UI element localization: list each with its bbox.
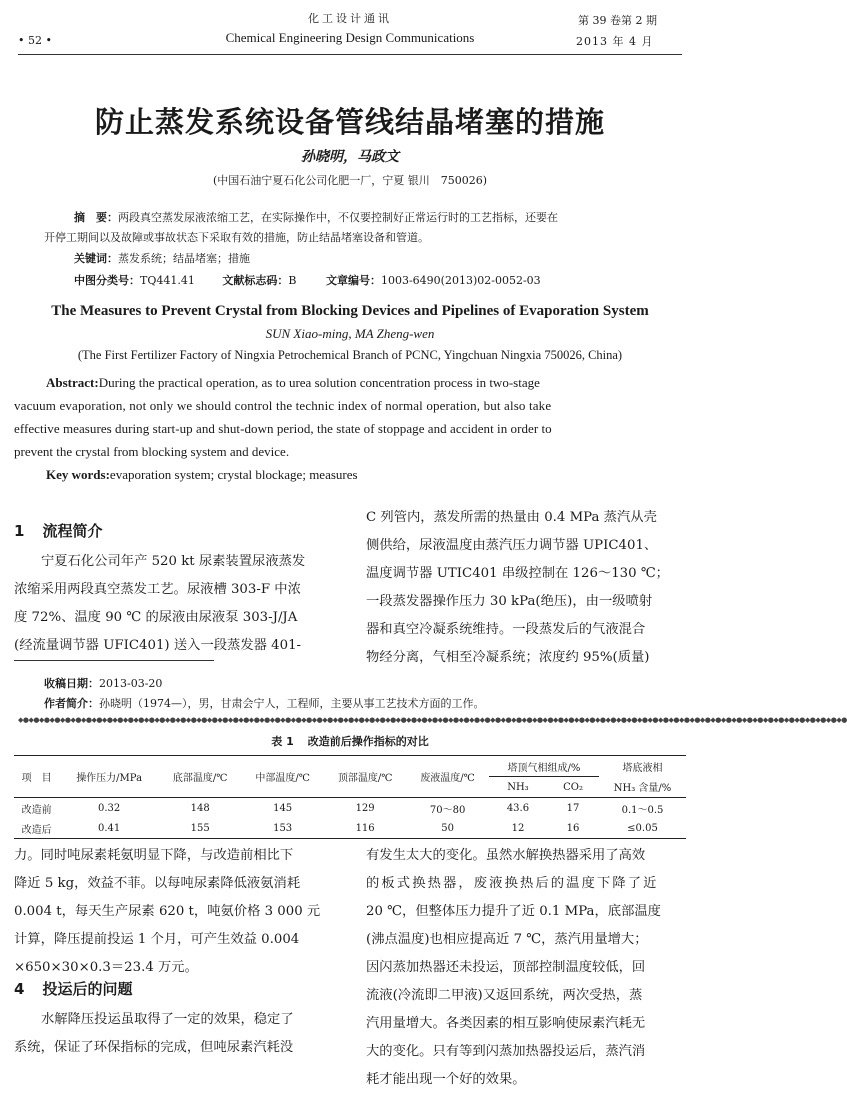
authors-en: SUN Xiao-ming, MA Zheng-wen bbox=[265, 326, 435, 341]
lower-left-line-2: 降近 5 kg，效益不菲。以每吨尿素降低液氨消耗 bbox=[14, 876, 301, 891]
article-no-value: 1003-6490(2013)02-0052-03 bbox=[380, 274, 541, 287]
section-4-heading bbox=[14, 978, 132, 999]
abstract-cn-line-1: 两段真空蒸发尿液浓缩工艺，在实际操作中，不仅要控制好正常运行时的工艺指标，还要在 bbox=[118, 211, 558, 224]
lower-right-line-5: 因闪蒸加热器还未投运，顶部控制温度较低，回 bbox=[366, 960, 646, 975]
abstract-cn-line-2: 开停工期间以及故障或事故状态下采取有效的措施，防止结晶堵塞设备和管道。 bbox=[44, 231, 429, 244]
table-cell: 155 bbox=[190, 822, 210, 834]
th-gas-composition: 塔顶气相组成/% bbox=[489, 756, 599, 777]
abstract-en-line-2: vacuum evaporation, not only we should control the technic index of normal operation, but also take bbox=[14, 398, 552, 413]
abstract-en-label: Abstract: bbox=[46, 375, 99, 390]
doc-code-value: B bbox=[288, 274, 297, 287]
keywords-label: 关键词： bbox=[74, 252, 118, 265]
s1-right-line-2: 侧供给，尿液温度由蒸汽压力调节器 UPIC401、 bbox=[366, 538, 658, 553]
s4-line-1: 水解降压投运虽取得了一定的效果，稳定了 bbox=[41, 1012, 294, 1027]
journal-title-en: Chemical Engineering Design Communications bbox=[225, 30, 475, 45]
keywords-cn bbox=[74, 250, 250, 266]
th-liquid: 塔底液相 bbox=[622, 762, 663, 774]
table-caption-text: 改造前后操作指标的对比 bbox=[307, 735, 429, 748]
section-1-heading bbox=[14, 520, 102, 541]
lower-right-line-7: 汽用量增大。各类因素的相互影响使尿素汽耗无 bbox=[366, 1016, 646, 1031]
th-waste-temp: 废液温度/℃ bbox=[406, 756, 488, 798]
s1-left-line-4: (经流量调节器 UFIC401) 送入一段蒸发器 401- bbox=[14, 638, 302, 653]
abstract-en-line-1: During the practical operation, as to urea solution concentration process in two-stage bbox=[98, 375, 540, 390]
abstract-en bbox=[14, 371, 686, 486]
received-label: 收稿日期： bbox=[44, 677, 99, 690]
issue-date: 2013 年 4 月 bbox=[576, 35, 654, 48]
lower-left-line-4: 计算，降压提前投运 1 个月，可产生效益 0.004 bbox=[14, 932, 300, 947]
abstract-cn bbox=[44, 207, 684, 228]
author-bio-label: 作者简介： bbox=[44, 697, 99, 710]
lower-right-line-2: 的板式换热器，废液换热后的温度下降了近 bbox=[366, 876, 659, 891]
table-cell: 70～80 bbox=[429, 804, 466, 816]
section-1-title: 流程简介 bbox=[42, 522, 103, 540]
table-cell: 16 bbox=[566, 822, 580, 834]
section-4-number: 4 bbox=[14, 980, 25, 998]
comparison-table bbox=[14, 755, 686, 839]
article-title-cn: 防止蒸发系统设备管线结晶堵塞的措施 bbox=[94, 105, 605, 139]
author-bio: 孙晓明（1974—），男，甘肃会宁人，工程师，主要从事工艺技术方面的工作。 bbox=[99, 697, 485, 710]
clc-value: TQ441.41 bbox=[140, 274, 195, 287]
section-4-text bbox=[14, 1006, 336, 1062]
table-cell: 改造后 bbox=[21, 824, 52, 836]
ornamental-separator: ◆●◆●◆●◆●◆●◆●◆●◆●◆●◆●◆●◆●◆●◆●◆●◆●◆●◆●◆●◆●◆●◆●◆●◆●◆●◆●◆●◆●◆●◆●◆●◆●◆●◆●◆●◆●◆●◆●◆●◆●◆●◆●◆●◆●◆●◆●◆●◆●◆●◆●◆●◆●◆●◆●◆●◆●◆●◆●◆●◆●◆●◆●◆●◆●◆●◆●◆●◆●◆●◆●◆●◆●◆●◆●◆●◆●◆●◆●◆● bbox=[18, 716, 847, 724]
s1-left-line-2: 浓缩采用两段真空蒸发工艺。尿液槽 303-F 中浓 bbox=[14, 582, 301, 597]
lower-left-text bbox=[14, 842, 336, 982]
lower-right-line-6: 流液(冷流即二甲液)又返回系统，两次受热，蒸 bbox=[366, 988, 643, 1003]
th-bottom-temp: 底部温度/℃ bbox=[159, 756, 241, 798]
table-cell: 50 bbox=[441, 822, 454, 834]
th-top-temp: 顶部温度/℃ bbox=[324, 756, 406, 798]
s1-right-line-6: 物经分离，气相至冷凝系统；浓度约 95%(质量) bbox=[366, 650, 650, 665]
s1-right-line-1: C 列管内，蒸发所需的热量由 0.4 MPa 蒸汽从壳 bbox=[366, 510, 657, 525]
lower-right-line-1: 有发生太大的变化。虽然水解换热器采用了高效 bbox=[366, 848, 646, 863]
table-caption bbox=[0, 733, 700, 749]
table-cell: 0.41 bbox=[97, 822, 121, 834]
lower-right-line-8: 大的变化。只有等到闪蒸加热器投运后，蒸汽消 bbox=[366, 1044, 646, 1059]
doc-code-label: 文献标志码： bbox=[222, 274, 289, 287]
s1-right-line-3: 温度调节器 UTIC401 串级控制在 126～130 ℃； bbox=[366, 566, 669, 581]
th-nh3: NH₃ bbox=[489, 777, 547, 798]
s1-right-line-4: 一段蒸发器操作压力 30 kPa(绝压)，由一级喷射 bbox=[366, 594, 653, 609]
table-cell: ≤0.05 bbox=[627, 822, 658, 834]
th-middle-temp: 中部温度/℃ bbox=[241, 756, 323, 798]
lower-left-line-5: ×650×30×0.3＝23.4 万元。 bbox=[14, 960, 198, 975]
article-no-label: 文章编号： bbox=[325, 274, 381, 287]
footnote-author bbox=[44, 695, 485, 711]
s1-left-line-1: 宁夏石化公司年产 520 kt 尿素装置尿液蒸发 bbox=[41, 554, 306, 569]
footnote-rule bbox=[14, 660, 214, 661]
lower-right-line-3: 20 ℃，但整体压力提升了近 0.1 MPa，底部温度 bbox=[366, 904, 661, 919]
table-cell: 12 bbox=[511, 822, 525, 834]
th-co2: CO₂ bbox=[547, 777, 599, 798]
table-cell: 153 bbox=[273, 822, 293, 834]
lower-left-line-3: 0.004 t，每天生产尿素 620 t，吨氨价格 3 000 元 bbox=[14, 904, 321, 919]
volume-issue: 第 39 卷第 2 期 bbox=[578, 14, 657, 27]
table-cell: 129 bbox=[355, 802, 375, 814]
journal-title-cn: 化工设计通讯 bbox=[308, 12, 392, 25]
affiliation-en: (The First Fertilizer Factory of Ningxia Petrochemical Branch of PCNC, Yingchuan Ningxia 750026, China) bbox=[77, 348, 623, 362]
clc-label: 中图分类号： bbox=[74, 274, 140, 287]
affiliation-cn: (中国石油宁夏石化公司化肥一厂，宁夏 银川 750026) bbox=[212, 174, 488, 187]
table-row bbox=[14, 818, 686, 839]
table-cell: 0.1～0.5 bbox=[621, 804, 664, 816]
th-item: 项 目 bbox=[14, 756, 59, 798]
table-cell: 116 bbox=[355, 822, 375, 834]
lower-right-text bbox=[366, 842, 686, 1094]
keywords-en-value: evaporation system; crystal blockage; measures bbox=[109, 467, 358, 482]
table-row bbox=[14, 798, 686, 819]
table-cell: 148 bbox=[190, 802, 210, 814]
table-cell: 43.6 bbox=[506, 802, 530, 814]
authors-cn: 孙晓明，马政文 bbox=[301, 149, 399, 165]
section-1-number: 1 bbox=[14, 522, 25, 540]
keywords-cn-value: 蒸发系统；结晶堵塞；措施 bbox=[118, 252, 250, 265]
keywords-en-label: Key words: bbox=[46, 467, 110, 482]
table-cell: 145 bbox=[273, 802, 293, 814]
classification-row bbox=[74, 272, 541, 288]
section-1-left-text bbox=[14, 548, 336, 660]
s1-right-line-5: 器和真空冷凝系统维持。一段蒸发后的气液混合 bbox=[366, 622, 646, 637]
abstract-en-line-3: effective measures during start-up and shut-down period, the state of stoppage and accident in order to bbox=[14, 421, 552, 436]
lower-right-line-4: (沸点温度)也相应提高近 7 ℃，蒸汽用量增大； bbox=[366, 932, 648, 947]
page-number: • 52 • bbox=[18, 34, 52, 47]
table-cell: 改造前 bbox=[21, 804, 52, 816]
abstract-label: 摘 要： bbox=[74, 211, 118, 224]
article-title-en: The Measures to Prevent Crystal from Blocking Devices and Pipelines of Evaporation System bbox=[51, 303, 649, 319]
table-cell: 0.32 bbox=[97, 802, 121, 814]
th-pressure: 操作压力/MPa bbox=[59, 756, 159, 798]
s4-line-2: 系统，保证了环保指标的完成，但吨尿素汽耗没 bbox=[14, 1040, 294, 1055]
footnote-received bbox=[44, 675, 162, 691]
abstract-en-line-4: prevent the crystal from blocking system and device. bbox=[14, 444, 290, 459]
s1-left-line-3: 度 72%、温度 90 ℃ 的尿液由尿液泵 303-J/JA bbox=[14, 610, 298, 625]
lower-left-line-1: 力。同时吨尿素耗氨明显下降，与改造前相比下 bbox=[14, 848, 294, 863]
table-cell: 17 bbox=[566, 802, 580, 814]
table-caption-number: 表 1 bbox=[271, 735, 294, 748]
header-rule bbox=[18, 54, 682, 55]
received-date: 2013-03-20 bbox=[99, 677, 163, 690]
section-1-right-text bbox=[366, 504, 686, 672]
th-liquid-nh3: NH₃ 含量/% bbox=[599, 777, 686, 798]
section-4-title: 投运后的问题 bbox=[42, 980, 133, 998]
lower-right-line-9: 耗才能出现一个好的效果。 bbox=[366, 1072, 526, 1087]
